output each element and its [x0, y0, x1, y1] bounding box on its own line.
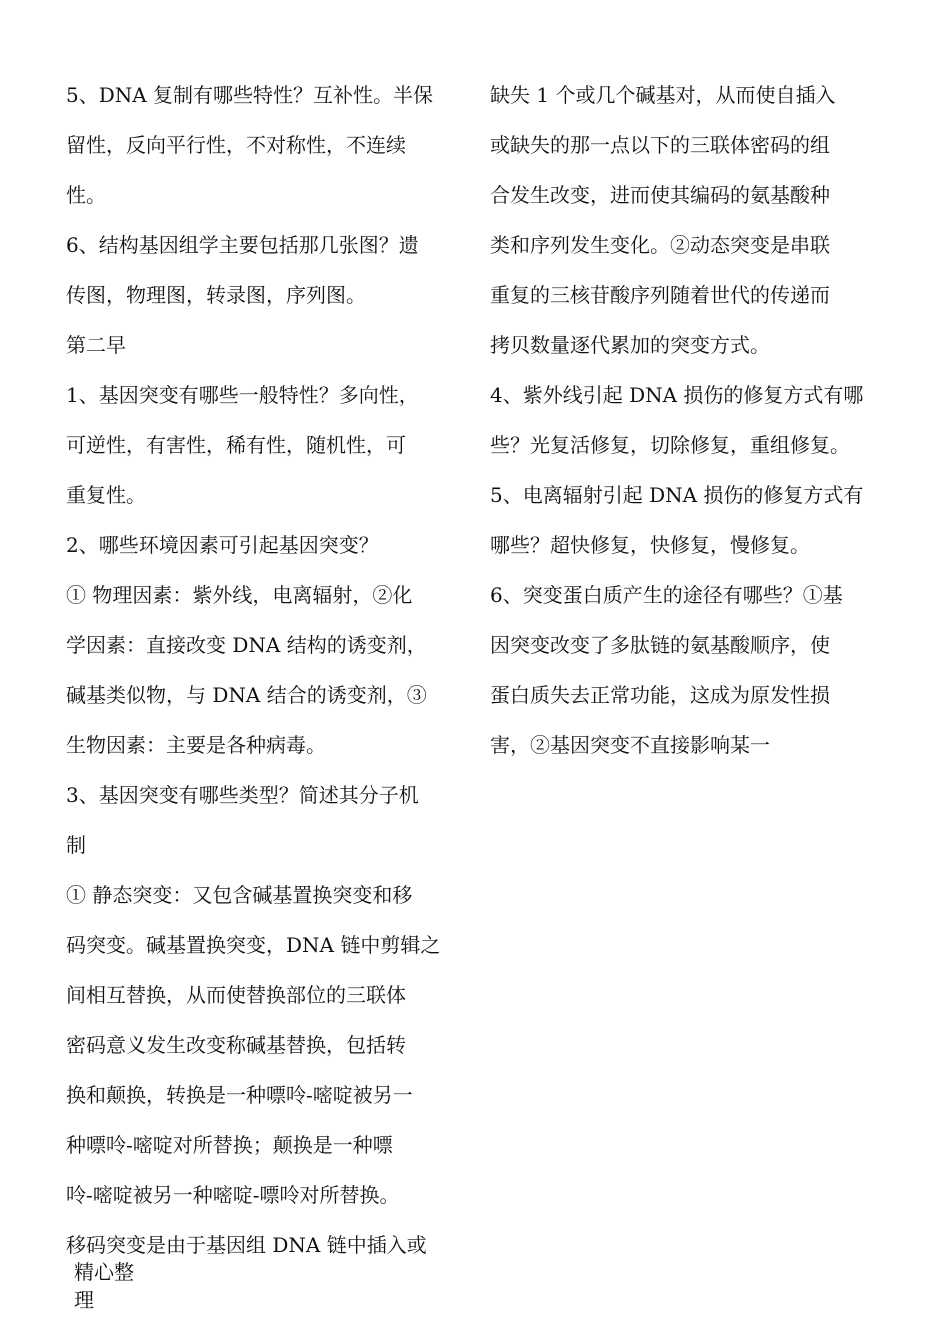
left-column-line: 重复性。: [66, 483, 146, 507]
footer-line-2: 理: [74, 1288, 94, 1312]
left-column-line: 2、哪些环境因素可引起基因突变？: [66, 533, 379, 557]
right-column-line: 5、电离辐射引起 DNA 损伤的修复方式有: [490, 483, 864, 507]
left-column-line: ① 静态突变：又包含碱基置换突变和移: [66, 883, 413, 907]
left-column-line: 1、基因突变有哪些一般特性？多向性，: [66, 383, 419, 407]
right-column-line: 重复的三核苷酸序列随着世代的传递而: [490, 283, 830, 307]
left-column-line: 传图，物理图，转录图，序列图。: [66, 283, 366, 307]
left-column-line: 生物因素：主要是各种病毒。: [66, 733, 326, 757]
right-column-line: 害，②基因突变不直接影响某一: [490, 733, 770, 757]
left-column-line: 学因素：直接改变 DNA 结构的诱变剂，: [66, 633, 427, 657]
right-column-line: 或缺失的那一点以下的三联体密码的组: [490, 133, 830, 157]
right-column-line: 蛋白质失去正常功能，这成为原发性损: [490, 683, 830, 707]
left-column-line: 留性，反向平行性，不对称性，不连续: [66, 133, 406, 157]
right-column-line: 6、突变蛋白质产生的途径有哪些？①基: [490, 583, 843, 607]
left-column-line: ① 物理因素：紫外线，电离辐射，②化: [66, 583, 413, 607]
right-column: [490, 70, 890, 770]
right-column-line: 类和序列发生变化。②动态突变是串联: [490, 233, 830, 257]
left-column: [66, 70, 466, 1270]
left-column-line: 间相互替换，从而使替换部位的三联体: [66, 983, 406, 1007]
left-column-line: 码突变。碱基置换突变，DNA 链中剪辑之: [66, 933, 441, 957]
left-column-line: 5、DNA 复制有哪些特性？互补性。半保: [66, 83, 434, 107]
right-column-line: 因突变改变了多肽链的氨基酸顺序，使: [490, 633, 830, 657]
right-column-line: 些？光复活修复，切除修复，重组修复。: [490, 433, 850, 457]
left-column-line: 3、基因突变有哪些类型？简述其分子机: [66, 783, 419, 807]
left-column-line: 密码意义发生改变称碱基替换，包括转: [66, 1033, 406, 1057]
right-column-line: 4、紫外线引起 DNA 损伤的修复方式有哪: [490, 383, 864, 407]
right-column-line: 合发生改变，进而使其编码的氨基酸种: [490, 183, 830, 207]
left-column-line: 第二早: [66, 333, 126, 357]
left-column-line: 种嘌呤-嘧啶对所替换；颠换是一种嘌: [66, 1133, 393, 1157]
right-column-line: 缺失 1 个或几个碱基对，从而使自插入: [490, 83, 836, 107]
left-column-line: 性。: [66, 183, 106, 207]
right-column-line: 拷贝数量逐代累加的突变方式。: [490, 333, 770, 357]
left-column-line: 碱基类似物，与 DNA 结合的诱变剂，③: [66, 683, 427, 707]
left-column-line: 呤-嘧啶被另一种嘧啶-嘌呤对所替换。: [66, 1183, 400, 1207]
left-column-line: 移码突变是由于基因组 DNA 链中插入或: [66, 1233, 427, 1257]
right-column-line: 哪些？超快修复，快修复，慢修复。: [490, 533, 810, 557]
footer-note: [74, 1258, 134, 1314]
left-column-line: 换和颠换，转换是一种嘌呤-嘧啶被另一: [66, 1083, 413, 1107]
left-column-line: 6、结构基因组学主要包括那几张图？遗: [66, 233, 419, 257]
footer-line-1: 精心整: [74, 1260, 134, 1284]
left-column-line: 可逆性，有害性，稀有性，随机性，可: [66, 433, 406, 457]
left-column-line: 制: [66, 833, 86, 857]
